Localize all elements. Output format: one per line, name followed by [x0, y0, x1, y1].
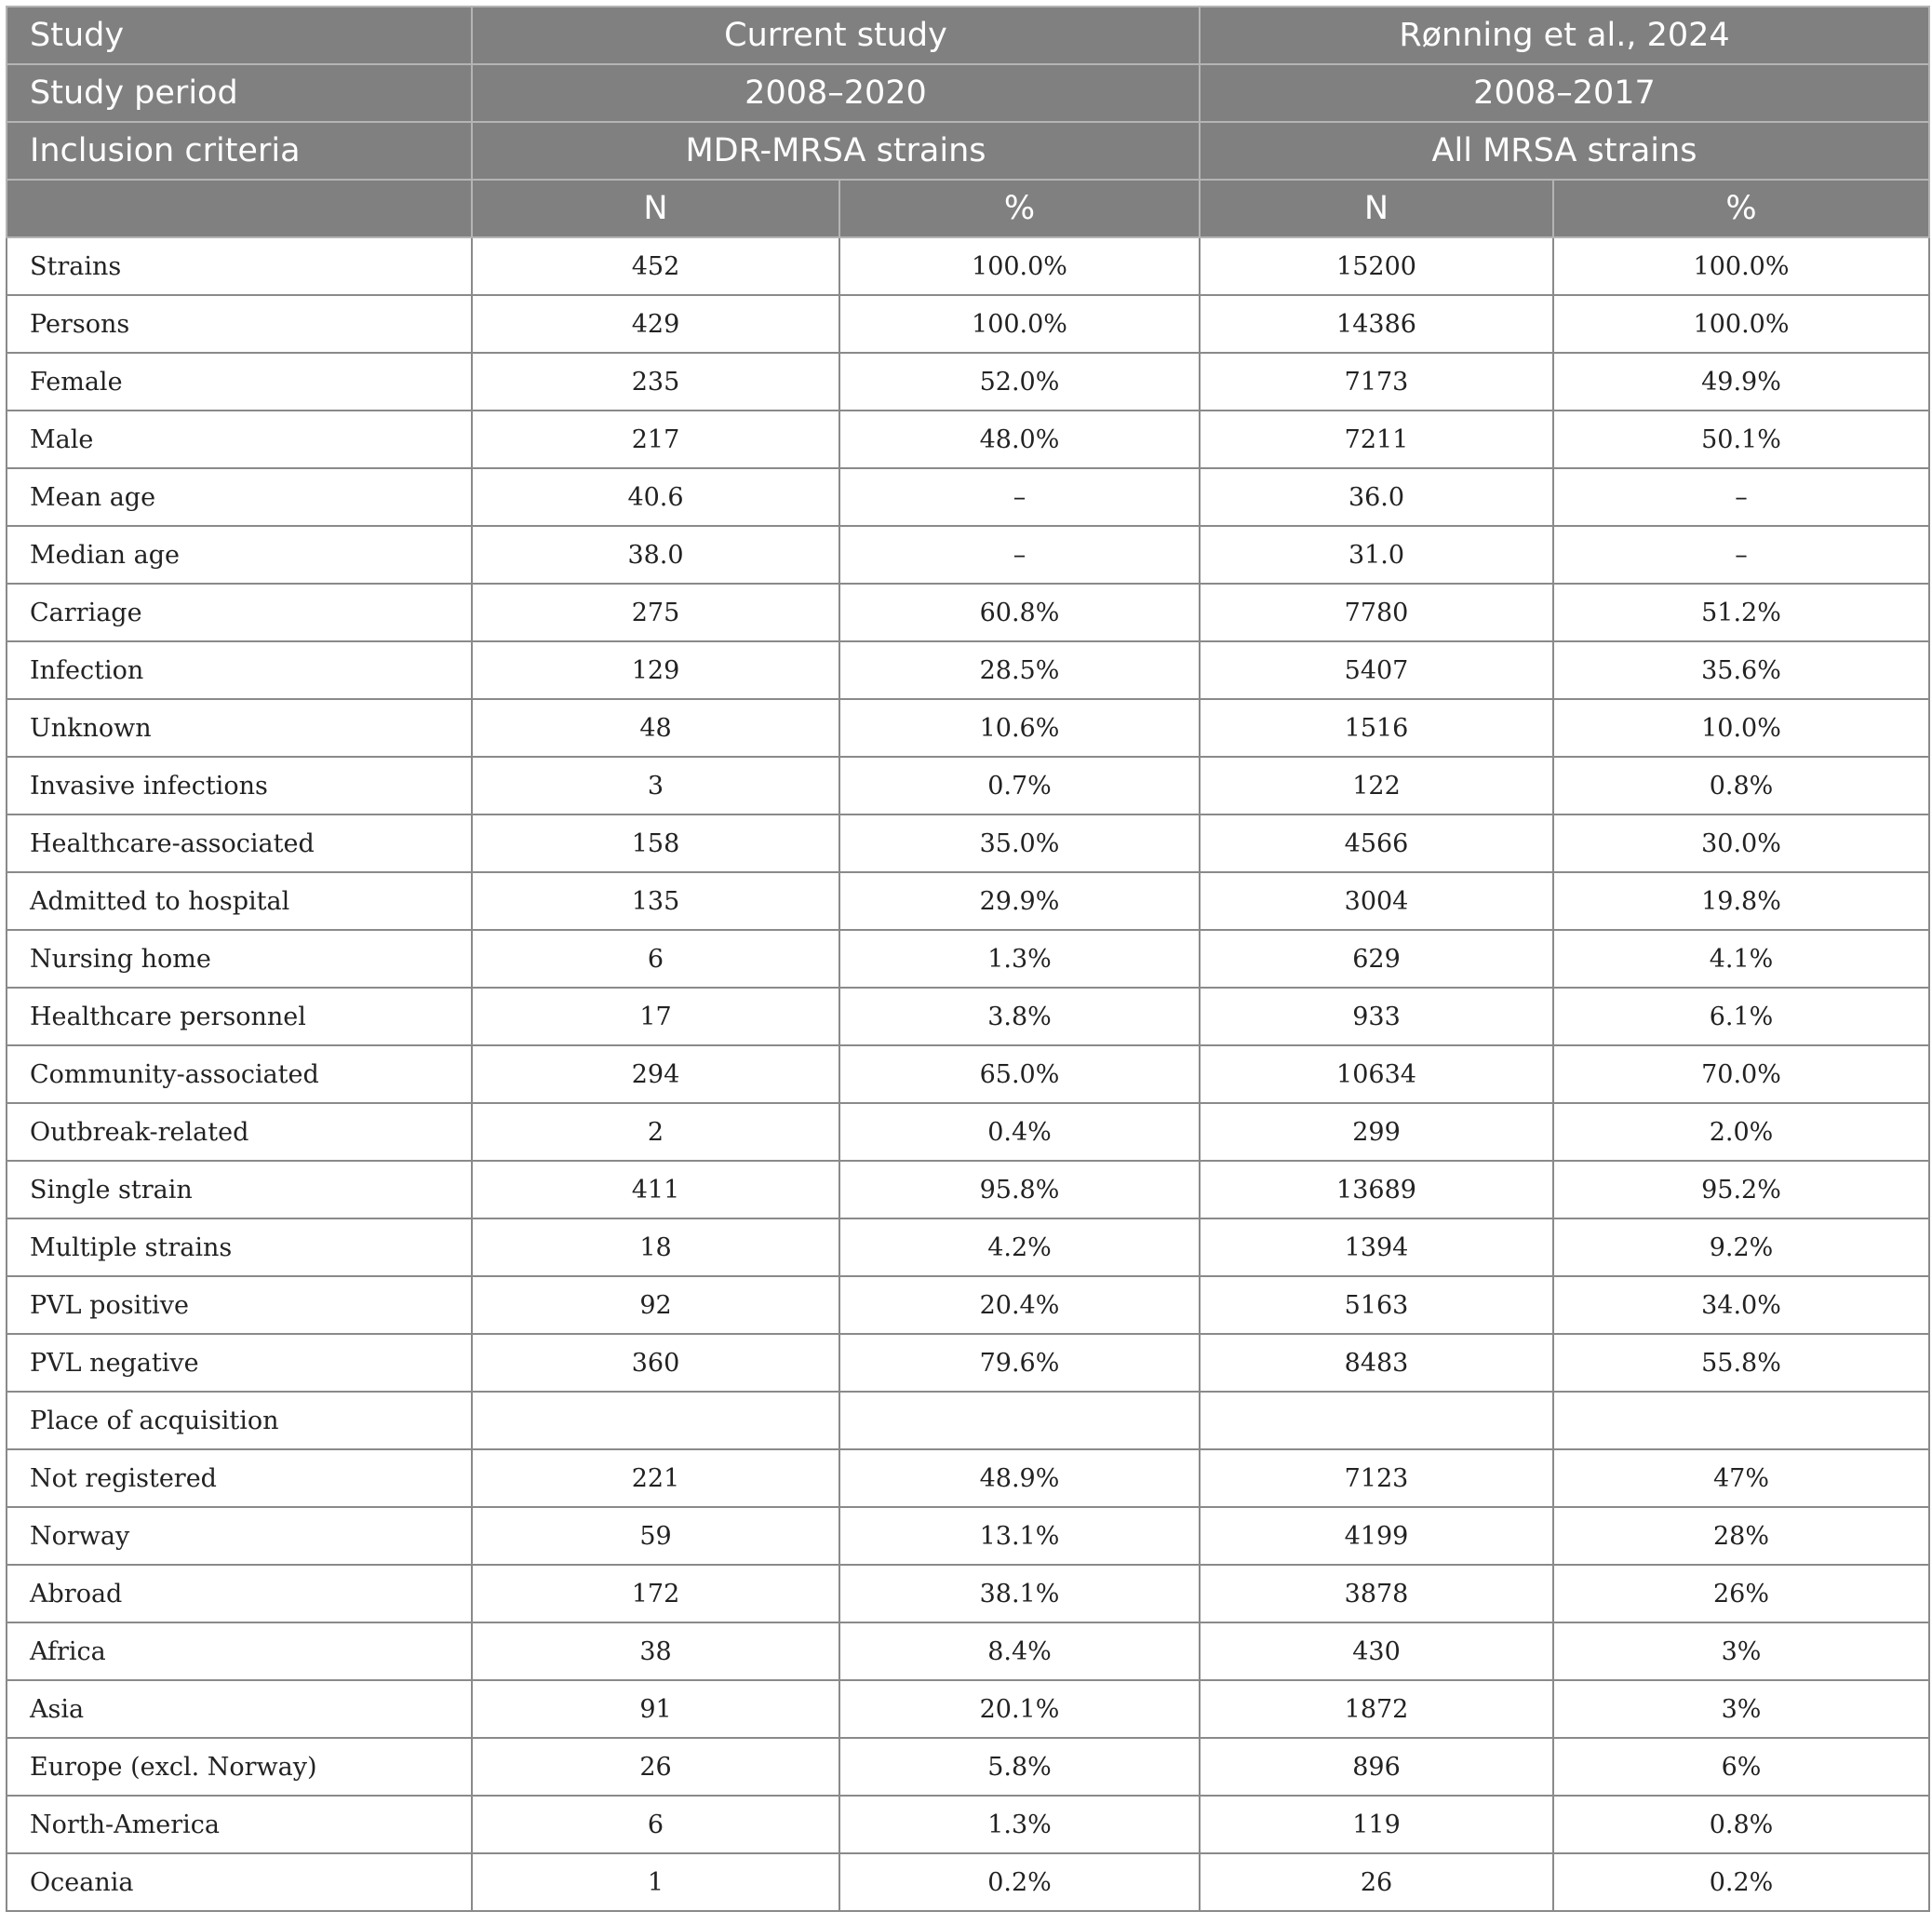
reference-n-cell: 1516	[1200, 699, 1553, 757]
current-n-cell: 135	[472, 872, 839, 930]
table-row	[7, 1103, 1929, 1161]
header-row-period	[7, 64, 1929, 122]
reference-n-cell: 15200	[1200, 237, 1553, 295]
table-row	[7, 1565, 1929, 1622]
current-percent-cell: 52.0%	[839, 353, 1200, 411]
reference-percent-cell: 0.8%	[1553, 757, 1929, 814]
row-label: Europe (excl. Norway)	[7, 1738, 472, 1796]
current-percent-cell: 60.8%	[839, 584, 1200, 641]
row-label: Asia	[7, 1680, 472, 1738]
reference-percent-cell: 2.0%	[1553, 1103, 1929, 1161]
reference-n-cell: 3878	[1200, 1565, 1553, 1622]
current-n-cell: 48	[472, 699, 839, 757]
reference-percent-cell: 34.0%	[1553, 1276, 1929, 1334]
current-n-cell: 6	[472, 930, 839, 988]
row-label: Invasive infections	[7, 757, 472, 814]
table-row	[7, 1796, 1929, 1853]
table-row	[7, 1680, 1929, 1738]
row-label: Nursing home	[7, 930, 472, 988]
row-label: Persons	[7, 295, 472, 353]
current-percent-cell: –	[839, 468, 1200, 526]
row-label: Strains	[7, 237, 472, 295]
row-label: Abroad	[7, 1565, 472, 1622]
reference-percent-cell: 50.1%	[1553, 411, 1929, 468]
reference-n-cell: 7780	[1200, 584, 1553, 641]
table-row	[7, 1449, 1929, 1507]
reference-n-cell: 5163	[1200, 1276, 1553, 1334]
row-label: Healthcare personnel	[7, 988, 472, 1045]
reference-percent-cell: 0.8%	[1553, 1796, 1929, 1853]
reference-percent-cell: 35.6%	[1553, 641, 1929, 699]
current-n-cell: 18	[472, 1218, 839, 1276]
current-percent-cell: 79.6%	[839, 1334, 1200, 1392]
header-n-reference: N	[1200, 180, 1553, 237]
table-row	[7, 988, 1929, 1045]
current-n-cell: 235	[472, 353, 839, 411]
table-row	[7, 1161, 1929, 1218]
current-n-cell: 275	[472, 584, 839, 641]
current-n-cell: 429	[472, 295, 839, 353]
reference-n-cell: 26	[1200, 1853, 1553, 1911]
reference-n-cell: 8483	[1200, 1334, 1553, 1392]
current-percent-cell: 35.0%	[839, 814, 1200, 872]
current-n-cell: 91	[472, 1680, 839, 1738]
current-n-cell: 38.0	[472, 526, 839, 584]
row-label: Africa	[7, 1622, 472, 1680]
header-percent-current: %	[839, 180, 1200, 237]
reference-n-cell: 1394	[1200, 1218, 1553, 1276]
current-n-cell: 17	[472, 988, 839, 1045]
reference-n-cell: 4566	[1200, 814, 1553, 872]
current-percent-cell: 8.4%	[839, 1622, 1200, 1680]
table-row	[7, 872, 1929, 930]
reference-percent-cell: 4.1%	[1553, 930, 1929, 988]
current-percent-cell: 48.0%	[839, 411, 1200, 468]
table-row	[7, 1334, 1929, 1392]
reference-percent-cell: 9.2%	[1553, 1218, 1929, 1276]
header-study-label: Study	[7, 7, 472, 64]
table-row	[7, 468, 1929, 526]
table-row	[7, 1507, 1929, 1565]
table-row	[7, 930, 1929, 988]
reference-n-cell: 430	[1200, 1622, 1553, 1680]
current-n-cell: 2	[472, 1103, 839, 1161]
row-label: Unknown	[7, 699, 472, 757]
current-n-cell: 411	[472, 1161, 839, 1218]
table-row	[7, 1276, 1929, 1334]
header-period-current: 2008–2020	[472, 64, 1200, 122]
row-label: Outbreak-related	[7, 1103, 472, 1161]
row-label: PVL positive	[7, 1276, 472, 1334]
row-label: PVL negative	[7, 1334, 472, 1392]
header-row-study	[7, 7, 1929, 64]
header-criteria-label: Inclusion criteria	[7, 122, 472, 180]
reference-n-cell: 629	[1200, 930, 1553, 988]
reference-n-cell: 4199	[1200, 1507, 1553, 1565]
current-percent-cell: 0.2%	[839, 1853, 1200, 1911]
table-row	[7, 1218, 1929, 1276]
current-percent-cell: –	[839, 526, 1200, 584]
reference-percent-cell: 28%	[1553, 1507, 1929, 1565]
reference-n-cell	[1200, 1392, 1553, 1449]
mrsa-comparison-table	[6, 6, 1930, 1912]
reference-percent-cell: 49.9%	[1553, 353, 1929, 411]
reference-n-cell: 5407	[1200, 641, 1553, 699]
current-n-cell: 1	[472, 1853, 839, 1911]
row-label: Single strain	[7, 1161, 472, 1218]
current-n-cell: 360	[472, 1334, 839, 1392]
current-percent-cell: 95.8%	[839, 1161, 1200, 1218]
current-n-cell: 217	[472, 411, 839, 468]
current-percent-cell: 28.5%	[839, 641, 1200, 699]
current-percent-cell: 100.0%	[839, 237, 1200, 295]
current-n-cell: 6	[472, 1796, 839, 1853]
reference-percent-cell: 10.0%	[1553, 699, 1929, 757]
current-percent-cell: 0.4%	[839, 1103, 1200, 1161]
header-study-current: Current study	[472, 7, 1200, 64]
row-label: Admitted to hospital	[7, 872, 472, 930]
table-row	[7, 295, 1929, 353]
row-label: Community-associated	[7, 1045, 472, 1103]
reference-percent-cell	[1553, 1392, 1929, 1449]
table-row	[7, 353, 1929, 411]
current-percent-cell: 0.7%	[839, 757, 1200, 814]
reference-n-cell: 13689	[1200, 1161, 1553, 1218]
table-row	[7, 641, 1929, 699]
table-row	[7, 814, 1929, 872]
reference-percent-cell: 70.0%	[1553, 1045, 1929, 1103]
reference-n-cell: 7173	[1200, 353, 1553, 411]
row-label: Place of acquisition	[7, 1392, 472, 1449]
row-label: Oceania	[7, 1853, 472, 1911]
reference-percent-cell: 51.2%	[1553, 584, 1929, 641]
reference-percent-cell: 0.2%	[1553, 1853, 1929, 1911]
current-percent-cell: 38.1%	[839, 1565, 1200, 1622]
current-n-cell: 40.6	[472, 468, 839, 526]
table-row	[7, 411, 1929, 468]
table-row	[7, 1045, 1929, 1103]
current-n-cell: 221	[472, 1449, 839, 1507]
current-n-cell: 3	[472, 757, 839, 814]
current-n-cell: 59	[472, 1507, 839, 1565]
table-row	[7, 584, 1929, 641]
table-header	[7, 7, 1929, 237]
table-body	[7, 237, 1929, 1911]
current-percent-cell	[839, 1392, 1200, 1449]
reference-percent-cell: –	[1553, 468, 1929, 526]
reference-n-cell: 14386	[1200, 295, 1553, 353]
reference-percent-cell: 3%	[1553, 1622, 1929, 1680]
header-sub-label	[7, 180, 472, 237]
reference-percent-cell: 95.2%	[1553, 1161, 1929, 1218]
table-container	[6, 6, 1928, 1912]
current-n-cell: 92	[472, 1276, 839, 1334]
current-percent-cell: 4.2%	[839, 1218, 1200, 1276]
reference-n-cell: 933	[1200, 988, 1553, 1045]
row-label: Norway	[7, 1507, 472, 1565]
reference-percent-cell: 55.8%	[1553, 1334, 1929, 1392]
reference-percent-cell: 19.8%	[1553, 872, 1929, 930]
reference-percent-cell: 30.0%	[1553, 814, 1929, 872]
current-n-cell: 158	[472, 814, 839, 872]
reference-n-cell: 1872	[1200, 1680, 1553, 1738]
row-label: Not registered	[7, 1449, 472, 1507]
header-row-columns	[7, 180, 1929, 237]
header-n-current: N	[472, 180, 839, 237]
header-study-reference: Rønning et al., 2024	[1200, 7, 1929, 64]
table-row	[7, 237, 1929, 295]
table-row	[7, 1622, 1929, 1680]
current-n-cell: 452	[472, 237, 839, 295]
reference-n-cell: 299	[1200, 1103, 1553, 1161]
table-row	[7, 526, 1929, 584]
current-n-cell: 26	[472, 1738, 839, 1796]
header-period-label: Study period	[7, 64, 472, 122]
current-n-cell: 172	[472, 1565, 839, 1622]
reference-n-cell: 119	[1200, 1796, 1553, 1853]
row-label: Female	[7, 353, 472, 411]
reference-percent-cell: 3%	[1553, 1680, 1929, 1738]
reference-n-cell: 7123	[1200, 1449, 1553, 1507]
header-criteria-reference: All MRSA strains	[1200, 122, 1929, 180]
current-percent-cell: 1.3%	[839, 1796, 1200, 1853]
reference-n-cell: 122	[1200, 757, 1553, 814]
header-percent-reference: %	[1553, 180, 1929, 237]
current-percent-cell: 29.9%	[839, 872, 1200, 930]
reference-n-cell: 896	[1200, 1738, 1553, 1796]
table-row	[7, 757, 1929, 814]
row-label: Infection	[7, 641, 472, 699]
current-n-cell	[472, 1392, 839, 1449]
reference-n-cell: 7211	[1200, 411, 1553, 468]
reference-n-cell: 36.0	[1200, 468, 1553, 526]
table-row	[7, 1392, 1929, 1449]
row-label: Carriage	[7, 584, 472, 641]
table-row	[7, 699, 1929, 757]
table-row	[7, 1738, 1929, 1796]
row-label: Median age	[7, 526, 472, 584]
current-percent-cell: 48.9%	[839, 1449, 1200, 1507]
reference-percent-cell: –	[1553, 526, 1929, 584]
reference-n-cell: 3004	[1200, 872, 1553, 930]
current-n-cell: 38	[472, 1622, 839, 1680]
current-percent-cell: 10.6%	[839, 699, 1200, 757]
current-percent-cell: 20.4%	[839, 1276, 1200, 1334]
current-n-cell: 129	[472, 641, 839, 699]
current-percent-cell: 1.3%	[839, 930, 1200, 988]
current-percent-cell: 13.1%	[839, 1507, 1200, 1565]
reference-percent-cell: 47%	[1553, 1449, 1929, 1507]
header-period-reference: 2008–2017	[1200, 64, 1929, 122]
current-percent-cell: 3.8%	[839, 988, 1200, 1045]
row-label: Multiple strains	[7, 1218, 472, 1276]
reference-n-cell: 31.0	[1200, 526, 1553, 584]
row-label: North-America	[7, 1796, 472, 1853]
current-percent-cell: 65.0%	[839, 1045, 1200, 1103]
reference-percent-cell: 100.0%	[1553, 237, 1929, 295]
reference-n-cell: 10634	[1200, 1045, 1553, 1103]
table-row	[7, 1853, 1929, 1911]
row-label: Male	[7, 411, 472, 468]
reference-percent-cell: 100.0%	[1553, 295, 1929, 353]
current-percent-cell: 20.1%	[839, 1680, 1200, 1738]
current-percent-cell: 5.8%	[839, 1738, 1200, 1796]
header-row-criteria	[7, 122, 1929, 180]
header-criteria-current: MDR-MRSA strains	[472, 122, 1200, 180]
reference-percent-cell: 6.1%	[1553, 988, 1929, 1045]
current-n-cell: 294	[472, 1045, 839, 1103]
reference-percent-cell: 6%	[1553, 1738, 1929, 1796]
row-label: Healthcare-associated	[7, 814, 472, 872]
reference-percent-cell: 26%	[1553, 1565, 1929, 1622]
row-label: Mean age	[7, 468, 472, 526]
current-percent-cell: 100.0%	[839, 295, 1200, 353]
